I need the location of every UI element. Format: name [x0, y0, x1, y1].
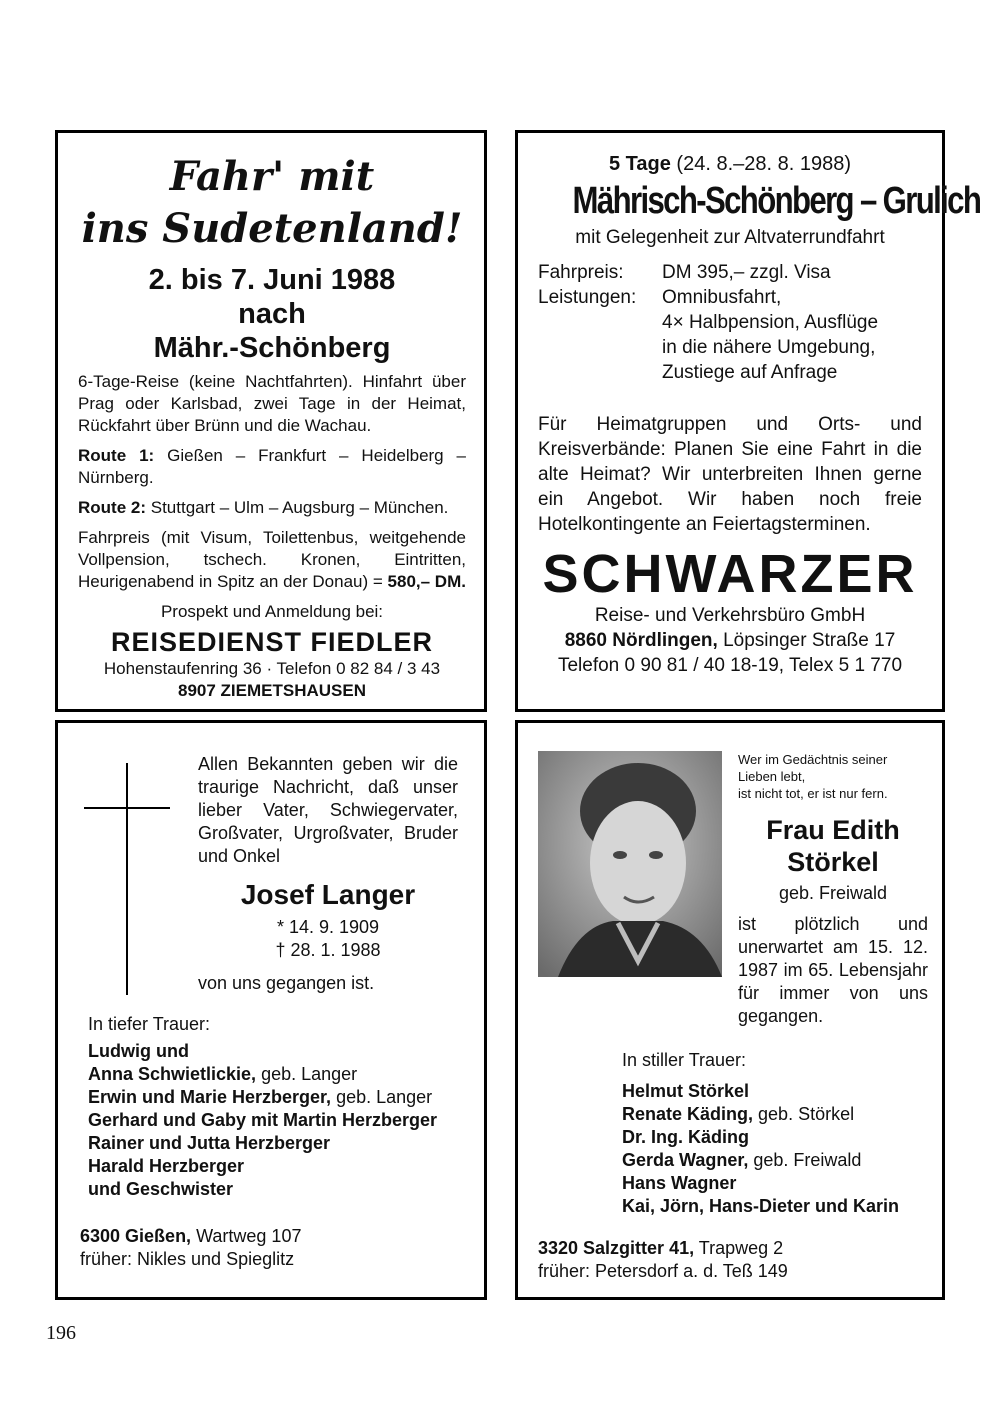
obit-city: 6300 Gießen,: [80, 1226, 192, 1246]
ad-price: [78, 527, 466, 593]
trip-days-bold: 5 Tage: [608, 153, 671, 175]
obit-address: [80, 1225, 470, 1248]
cross-icon-vertical: [126, 763, 128, 995]
services-1: Omnibusfahrt,: [662, 287, 782, 308]
mourner-item: [622, 1080, 942, 1103]
ad-address: Hohenstaufenring 36 · Telefon 0 82 84 / 3 43: [103, 659, 441, 678]
mourner-item: [88, 1109, 478, 1132]
ad-route1: [78, 445, 466, 489]
mourner-list: [622, 1080, 942, 1218]
mourner-item: [622, 1103, 942, 1126]
obit-maiden: geb. Freiwald: [778, 883, 888, 903]
mourner-note: geb. Langer: [256, 1064, 358, 1084]
mourner-item: [622, 1126, 942, 1149]
services-2: 4× Halbpension, Ausflüge in die nähere Umgebung, Zustiege auf Anfrage: [662, 312, 879, 383]
obit-city: 3320 Salzgitter 41,: [538, 1238, 695, 1258]
mourner-item: [622, 1149, 942, 1172]
mourner-name: Helmut Störkel: [622, 1081, 750, 1101]
ad-city: 8907 ZIEMETSHAUSEN: [178, 681, 366, 700]
mourner-item: [88, 1063, 478, 1086]
mourner-name: Dr. Ing. Käding: [622, 1127, 750, 1147]
brand-address: [538, 628, 922, 653]
obit-street: Wartweg 107: [196, 1226, 302, 1246]
brand-street: Löpsinger Straße 17: [723, 630, 896, 651]
price-text: Fahrpreis (mit Visum, Toilettenbus, weitgehende Vollpension, tschech. Kronen, Eintritten, Heurigenabend in Spitz an der Donau) =: [78, 528, 466, 591]
mourner-item: [88, 1040, 478, 1063]
obit-mourning: In tiefer Trauer:: [88, 1014, 211, 1034]
obit-formerly: früher: Nikles und Spieglitz: [80, 1249, 295, 1269]
ad-route2: [78, 497, 466, 519]
obit-intro: Allen Bekannten geben wir die traurige Nachricht, daß unser lieber Vater, Schwiegervater, Großvater, Urgroßvater, Bruder und Onkel: [198, 754, 458, 866]
ad-description: 6-Tage-Reise (keine Nachtfahrten). Hinfahrt über Prag oder Karlsbad, zwei Tage in der Heimat, Rückfahrt über Brünn und die Wachau.: [78, 372, 466, 435]
ad-title-line1: Fahr' mit: [169, 153, 375, 200]
mourner-item: [622, 1195, 942, 1218]
cross-icon-horizontal: [84, 807, 170, 809]
mourner-note: geb. Störkel: [753, 1104, 855, 1124]
trip-days-dates: (24. 8.–28. 8. 1988): [676, 153, 851, 175]
mourner-name: Rainer und Jutta Herzberger: [88, 1133, 331, 1153]
mourner-name: Renate Käding,: [622, 1104, 754, 1124]
mourner-name: Ludwig und: [88, 1041, 189, 1061]
obit-text: ist plötzlich und unerwartet am 15. 12. 1987 im 65. Lebensjahr für immer von uns gegangen.: [738, 914, 928, 1026]
price-value: DM 395,– zzgl. Visa: [662, 262, 831, 283]
obit-address: [538, 1237, 928, 1260]
mourner-list: [88, 1040, 478, 1201]
mourner-name: Erwin und Marie Herzberger,: [88, 1087, 332, 1107]
obit-born: * 14. 9. 1909: [276, 917, 380, 937]
ad-schwarzer: [515, 130, 981, 712]
mourner-name: Hans Wagner: [622, 1173, 737, 1193]
ad-prospekt: Prospekt und Anmeldung bei:: [160, 602, 384, 621]
quote-line1: Wer im Gedächtnis seiner: [738, 752, 888, 767]
mourner-note: geb. Langer: [331, 1087, 433, 1107]
obit-died: † 28. 1. 1988: [275, 940, 381, 960]
route1-text: Gießen – Frankfurt – Heidelberg – Nürnberg.: [78, 446, 466, 487]
obit-gone: von uns gegangen ist.: [198, 973, 375, 993]
brand-name: SCHWARZER: [542, 544, 918, 604]
trip-details: [538, 260, 922, 410]
ad-nach: nach: [238, 298, 306, 330]
price-value: 580,– DM.: [387, 572, 466, 591]
obit-name-1: Frau Edith: [766, 815, 900, 845]
obit-formerly: früher: Petersdorf a. d. Teß 149: [538, 1261, 788, 1281]
mourner-name: Harald Herzberger: [88, 1156, 245, 1176]
quote-line2: Lieben lebt,: [738, 769, 806, 784]
mourner-item: [88, 1132, 478, 1155]
obit-street: Trapweg 2: [698, 1238, 784, 1258]
trip-body: Für Heimatgruppen und Orts- und Kreisverbände: Planen Sie eine Fahrt in die alte Heimat? Wir unterbreiten Ihnen gerne ein Angebot. Wir haben noch freie Hotelkontingente an Feiertagsterminen.: [538, 414, 922, 535]
services-label: Leistungen:: [538, 287, 637, 308]
brand-phone: Telefon 0 90 81 / 40 18-19, Telex 5 1 770: [557, 655, 903, 676]
trip-days: [538, 151, 922, 177]
brand-sub: Reise- und Verkehrsbüro GmbH: [594, 605, 866, 626]
price-label: Fahrpreis:: [538, 262, 624, 283]
mourner-name: und Geschwister: [88, 1179, 234, 1199]
mourner-item: [88, 1178, 478, 1201]
ad-title-line2: ins Sudetenland!: [81, 205, 463, 252]
ad-reisedienst-fiedler: [55, 130, 487, 712]
mourner-name: Gerhard und Gaby mit Martin Herzberger: [88, 1110, 438, 1130]
portrait-photo: [538, 751, 722, 977]
trip-subtitle: mit Gelegenheit zur Altvaterrundfahrt: [575, 227, 885, 248]
mourner-name: Gerda Wagner,: [622, 1150, 749, 1170]
ad-date: 2. bis 7. Juni 1988: [148, 264, 396, 296]
ad-destination: Mähr.-Schönberg: [153, 332, 391, 364]
route2-text: Stuttgart – Ulm – Augsburg – München.: [150, 498, 449, 517]
ad-company: REISEDIENST FIEDLER: [110, 627, 434, 657]
mourner-name: Kai, Jörn, Hans-Dieter und Karin: [622, 1196, 900, 1216]
obituary-edith-stoerkel: [515, 720, 945, 1300]
route2-label: Route 2:: [78, 498, 146, 517]
obit-name: Josef Langer: [240, 879, 416, 910]
obit-mourning: In stiller Trauer:: [622, 1050, 747, 1070]
mourner-item: [622, 1172, 942, 1195]
trip-route-title: Mährisch-Schönberg – Grulich: [572, 180, 981, 222]
quote-line3: ist nicht tot, er ist nur fern.: [738, 786, 888, 801]
mourner-note: geb. Freiwald: [748, 1150, 862, 1170]
brand-city: 8860 Nördlingen,: [564, 630, 718, 651]
page-number: 196: [46, 1322, 76, 1344]
mourner-item: [88, 1155, 478, 1178]
mourner-name: Anna Schwietlickie,: [88, 1064, 257, 1084]
mourner-item: [88, 1086, 478, 1109]
route1-label: Route 1:: [78, 446, 155, 465]
obituary-josef-langer: [55, 720, 487, 1300]
obit-name-2: Störkel: [787, 847, 879, 877]
